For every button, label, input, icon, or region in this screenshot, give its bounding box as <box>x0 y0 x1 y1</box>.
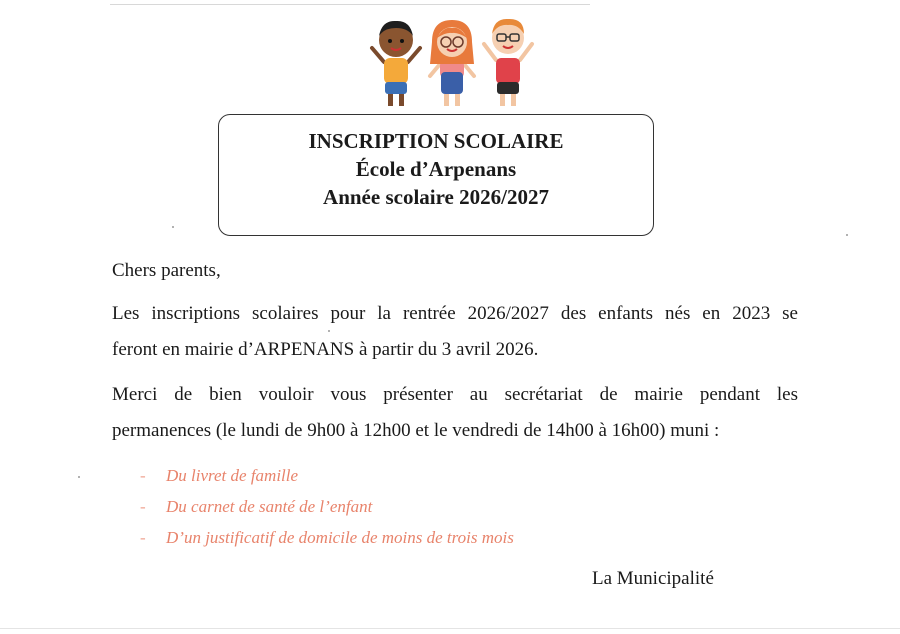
signature: La Municipalité <box>592 568 714 589</box>
child-middle-icon <box>430 20 474 106</box>
scan-edge-bottom <box>0 628 900 629</box>
list-item <box>140 491 740 522</box>
scan-speck <box>172 226 174 228</box>
list-item <box>140 522 740 553</box>
school-year: Année scolaire 2026/2027 <box>323 185 549 209</box>
list-item-label: Du livret de famille <box>166 466 299 485</box>
document-title: INSCRIPTION SCOLAIRE <box>308 129 564 153</box>
required-documents-list <box>140 460 740 553</box>
paragraph-enrolment-line-1: Les inscriptions scolaires pour la rentrée 2026/2027 des enfants nés en 2023 se <box>112 303 798 324</box>
list-item-label: D’un justificatif de domicile de moins de trois mois <box>166 528 514 547</box>
paragraph-enrolment <box>112 296 798 368</box>
three-children-icon <box>362 12 542 112</box>
list-dash: - <box>140 497 146 516</box>
list-item <box>140 460 740 491</box>
list-dash: - <box>140 466 146 485</box>
paragraph-documents-line-1: Merci de bien vouloir vous présenter au secrétariat de mairie pendant les <box>112 384 798 405</box>
scan-speck <box>846 234 848 236</box>
list-item-label: Du carnet de santé de l’enfant <box>166 497 373 516</box>
paragraph-enrolment-line-2: feront en mairie d’ARPENANS à partir du 3 avril 2026. <box>112 339 539 360</box>
greeting: Chers parents, <box>112 260 221 281</box>
paragraph-documents <box>112 377 798 449</box>
title-box <box>218 114 654 236</box>
paragraph-documents-line-2: permanences (le lundi de 9h00 à 12h00 et le vendredi de 14h00 à 16h00) muni : <box>112 420 720 441</box>
child-left-icon <box>372 21 420 106</box>
child-right-icon <box>484 19 532 106</box>
scan-speck <box>78 476 80 478</box>
school-name: École d’Arpenans <box>355 157 517 181</box>
scan-edge-top <box>110 4 590 5</box>
list-dash: - <box>140 528 146 547</box>
